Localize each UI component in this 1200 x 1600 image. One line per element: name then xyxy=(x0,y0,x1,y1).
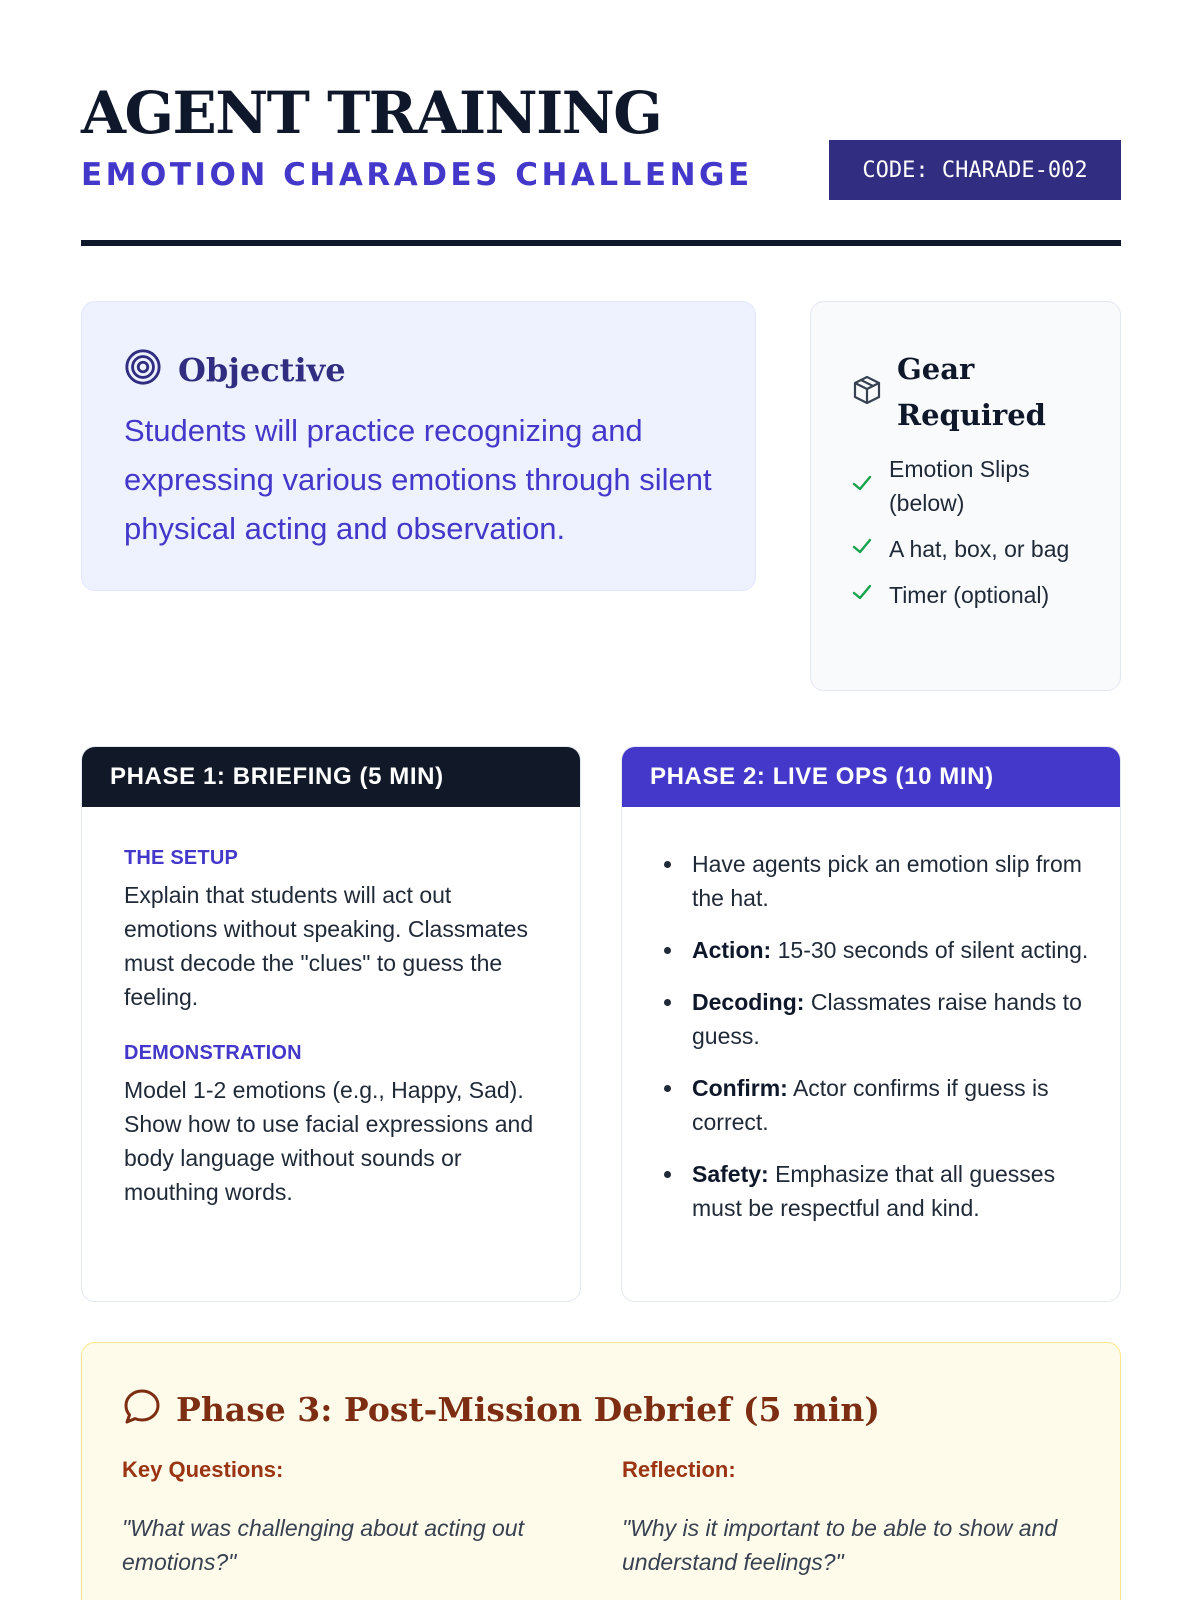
target-icon xyxy=(124,348,178,391)
phase1-body xyxy=(82,807,580,1209)
list-item xyxy=(851,452,1101,520)
page-header xyxy=(81,0,1121,250)
objective-heading xyxy=(124,348,346,391)
section-text: Explain that students will act out emotions without speaking. Classmates must decode the "clues" to guess the feeling. xyxy=(124,882,528,1010)
section-label: DEMONSTRATION xyxy=(124,1042,302,1064)
page-title: AGENT TRAINING xyxy=(81,79,662,147)
phase2-list xyxy=(664,847,1090,1225)
debrief-heading xyxy=(122,1387,880,1432)
key-questions-label: Key Questions: xyxy=(122,1457,284,1482)
gear-title: Gear Required xyxy=(897,352,1046,432)
phase2-body xyxy=(622,807,1120,1225)
speech-bubble-icon xyxy=(122,1387,176,1432)
item-lead: Confirm: xyxy=(692,1075,788,1101)
section-text: Model 1-2 emotions (e.g., Happy, Sad). Show how to use facial expressions and body language without sounds or mouthing words. xyxy=(124,1077,534,1205)
phase1-card xyxy=(81,746,581,1302)
list-item xyxy=(664,933,1090,967)
objective-text: Students will practice recognizing and expressing various emotions through silent physical acting and observation. xyxy=(124,413,712,546)
header-divider xyxy=(81,240,1121,246)
phase1-title: PHASE 1: BRIEFING (5 MIN) xyxy=(82,747,580,807)
item-text: Have agents pick an emotion slip from the hat. xyxy=(692,851,1082,911)
reflection-label: Reflection: xyxy=(622,1457,736,1482)
section-label: THE SETUP xyxy=(124,847,239,869)
check-icon xyxy=(851,578,889,612)
debrief-title: Phase 3: Post-Mission Debrief (5 min) xyxy=(176,1390,881,1429)
page-subtitle: EMOTION CHARADES CHALLENGE xyxy=(81,157,753,193)
gear-card xyxy=(810,301,1121,691)
item-text: 15-30 seconds of silent acting. xyxy=(771,937,1089,963)
gear-heading xyxy=(851,346,1057,438)
gear-item-label: Timer (optional) xyxy=(889,582,1050,608)
key-question-quote: "What was challenging about acting out emotions?" xyxy=(122,1515,524,1575)
gear-item-label: Emotion Slips (below) xyxy=(889,456,1030,516)
item-text: Emphasize that all guesses must be respectful and kind. xyxy=(692,1161,1056,1221)
reflection-quote: "Why is it important to be able to show and understand feelings?" xyxy=(622,1515,1058,1575)
code-badge: CODE: CHARADE-002 xyxy=(829,140,1121,200)
package-icon xyxy=(851,374,897,411)
item-text: Actor confirms if guess is correct. xyxy=(692,1075,1049,1135)
list-item xyxy=(664,1157,1090,1225)
gear-list xyxy=(851,452,1101,624)
reflection-column xyxy=(622,1457,1082,1579)
list-item xyxy=(851,578,1101,612)
list-item xyxy=(851,532,1101,566)
phase2-card xyxy=(621,746,1121,1302)
debrief-card xyxy=(81,1342,1121,1600)
list-item xyxy=(664,1071,1090,1139)
list-item xyxy=(664,847,1090,915)
item-lead: Decoding: xyxy=(692,989,805,1015)
check-icon xyxy=(851,532,889,566)
objective-card xyxy=(81,301,756,591)
phase2-title: PHASE 2: LIVE OPS (10 MIN) xyxy=(622,747,1120,807)
lesson-page xyxy=(81,0,1121,1575)
item-lead: Action: xyxy=(692,937,772,963)
gear-item-label: A hat, box, or bag xyxy=(889,536,1070,562)
check-icon xyxy=(851,469,889,503)
item-text: Classmates raise hands to guess. xyxy=(692,989,1082,1049)
item-lead: Safety: xyxy=(692,1161,769,1187)
objective-title: Objective xyxy=(178,350,346,389)
key-questions-column xyxy=(122,1457,582,1579)
list-item xyxy=(664,985,1090,1053)
